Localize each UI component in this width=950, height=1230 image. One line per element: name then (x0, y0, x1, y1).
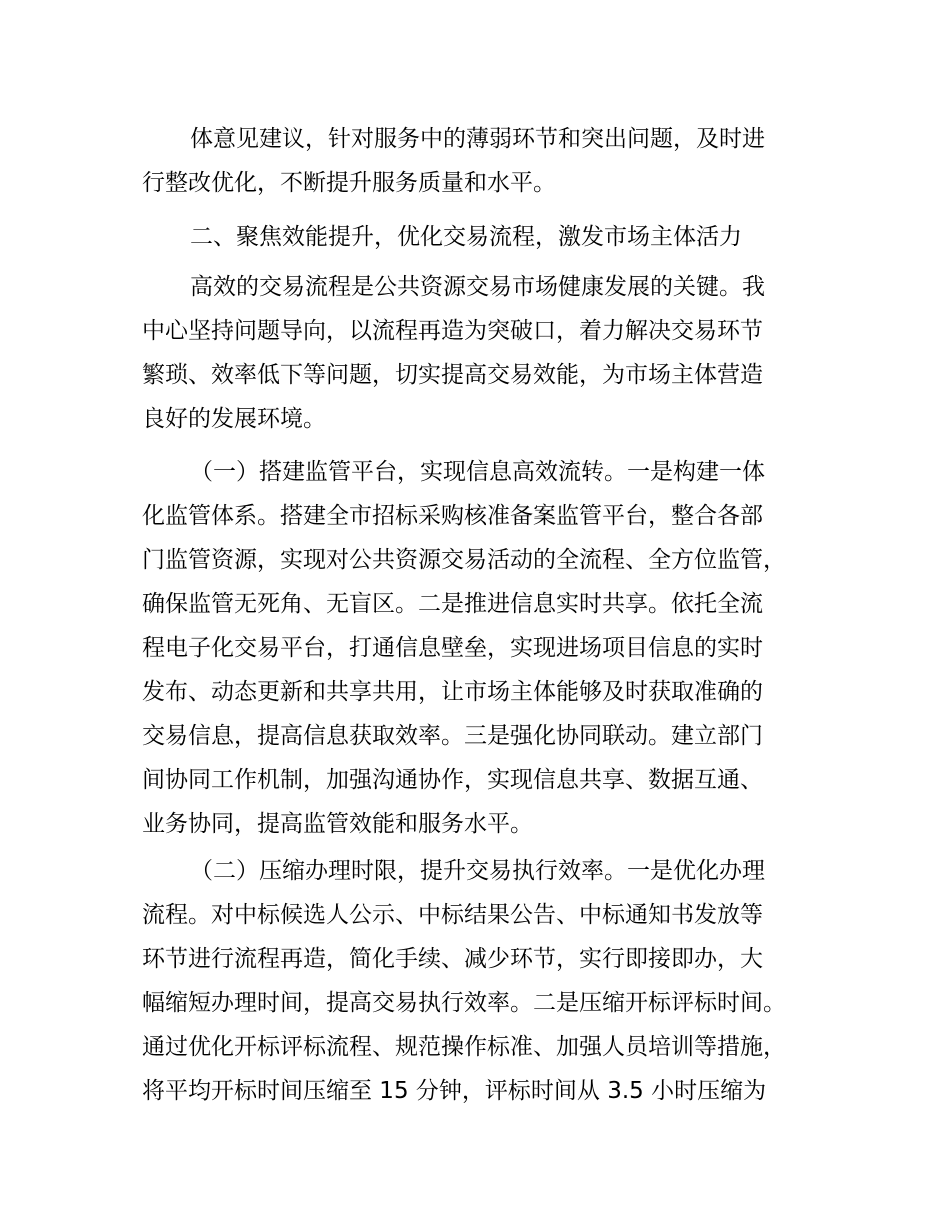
text-line: 繁琐、效率低下等问题，切实提高交易效能，为市场主体营造 (142, 362, 763, 388)
text-line: 间协同工作机制，加强沟通协作，实现信息共享、数据互通、 (142, 767, 763, 793)
text-line: 高效的交易流程是公共资源交易市场健康发展的关键。我 (190, 274, 765, 300)
text-line: 将平均开标时间压缩至 15 分钟，评标时间从 3.5 小时压缩为 (142, 1078, 767, 1104)
text-line: 化监管体系。搭建全市招标采购核准备案监管平台，整合各部 (142, 503, 763, 529)
text-line: 业务协同，提高监管效能和服务水平。 (142, 811, 533, 837)
text-line: （二）压缩办理时限，提升交易执行效率。一是优化办理 (190, 858, 765, 884)
text-line: 通过优化开标评标流程、规范操作标准、加强人员培训等措施， (142, 1034, 786, 1060)
text-line: 流程。对中标候选人公示、中标结果公告、中标通知书发放等 (142, 902, 763, 928)
text-line: 体意见建议，针对服务中的薄弱环节和突出问题，及时进 (190, 126, 765, 152)
text-line: 行整改优化，不断提升服务质量和水平。 (142, 170, 556, 196)
section-heading: 二、聚焦效能提升，优化交易流程，激发市场主体活力 (190, 224, 742, 250)
text-line: 环节进行流程再造，简化手续、减少环节，实行即接即办，大 (142, 946, 763, 972)
text-line: 良好的发展环境。 (142, 406, 326, 432)
text-line: 中心坚持问题导向，以流程再造为突破口，着力解决交易环节 (142, 318, 763, 344)
text-line: 确保监管无死角、无盲区。二是推进信息实时共享。依托全流 (142, 591, 763, 617)
text-line: 门监管资源，实现对公共资源交易活动的全流程、全方位监管， (142, 547, 786, 573)
text-line: 交易信息，提高信息获取效率。三是强化协同联动。建立部门 (142, 723, 763, 749)
text-line: （一）搭建监管平台，实现信息高效流转。一是构建一体 (190, 459, 765, 485)
text-line: 幅缩短办理时间，提高交易执行效率。二是压缩开标评标时间。 (142, 990, 786, 1016)
text-line: 程电子化交易平台，打通信息壁垒，实现进场项目信息的实时 (142, 635, 763, 661)
text-line: 发布、动态更新和共享共用，让市场主体能够及时获取准确的 (142, 679, 763, 705)
